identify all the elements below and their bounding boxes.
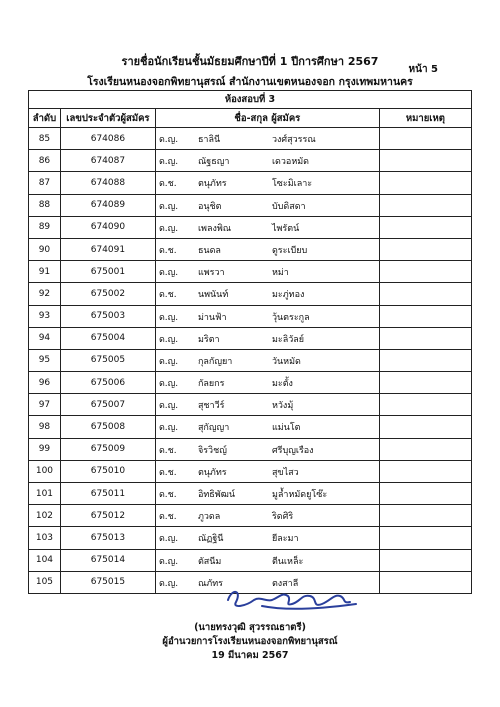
table-row [29,527,472,549]
last-name: ดูระเบียบ [271,245,308,256]
applicant-id: 674091 [60,238,155,260]
signature-date: 19 มีนาคม 2567 [211,650,289,661]
remark-cell [379,416,471,438]
table-row [29,305,472,327]
row-number: 94 [29,327,61,349]
applicant-id: 675003 [60,305,155,327]
row-number: 105 [29,571,61,593]
first-name: มริตา [197,334,220,345]
applicant-name [155,238,379,260]
applicant-name [155,349,379,371]
column-header-no: ลำดับ [29,109,61,128]
applicant-id: 675013 [60,527,155,549]
last-name: ริดศิริ [271,512,294,523]
name-prefix: ด.ช. [158,445,177,456]
last-name: มูล้ำหมัดยูโซ๊ะ [271,490,328,500]
remark-cell [379,438,471,460]
remark-cell [379,460,471,482]
last-name: ศรีบุญเรือง [271,445,314,456]
row-number: 101 [29,483,61,505]
applicant-id: 675009 [60,438,155,460]
last-name: วุ้นตระกูล [271,312,310,323]
remark-cell [379,483,471,505]
name-prefix: ด.ญ. [158,157,179,168]
applicant-id: 675004 [60,327,155,349]
last-name: แม่นโต [271,423,301,434]
signer-position: ผู้อำนวยการโรงเรียนหนองจอกพิทยานุสรณ์ [162,636,338,647]
last-name: ไพรัตน์ [271,223,300,234]
applicant-id: 675002 [60,283,155,305]
name-prefix: ด.ช. [158,490,177,500]
name-prefix: ด.ญ. [158,201,179,212]
first-name: แพรวา [197,268,225,279]
applicant-name [155,216,379,238]
remark-cell [379,283,471,305]
table-row [29,549,472,571]
row-number: 100 [29,460,61,482]
last-name: มะภู่ทอง [271,290,305,301]
applicant-name [155,261,379,283]
applicant-name [155,483,379,505]
applicant-id: 674088 [60,172,155,194]
first-name: ธาลินี [197,135,221,145]
applicant-id: 675012 [60,505,155,527]
applicant-name [155,283,379,305]
applicant-name [155,327,379,349]
name-prefix: ด.ญ. [158,578,179,589]
last-name: สุขไสว [271,467,299,478]
name-prefix: ด.ญ. [158,223,179,234]
first-name: ตนุภัทร [197,179,227,190]
applicant-name [155,394,379,416]
table-row [29,128,472,150]
last-name: ตีนเหล็ะ [271,556,304,567]
first-name: สุกัญญา [197,423,230,434]
table-row [29,505,472,527]
remark-cell [379,571,471,593]
remark-cell [379,527,471,549]
row-number: 90 [29,238,61,260]
first-name: ณัฏฐินี [197,534,224,545]
row-number: 99 [29,438,61,460]
name-prefix: ด.ช. [158,179,177,190]
row-number: 85 [29,128,61,150]
table-row [29,394,472,416]
table-row [29,460,472,482]
name-prefix: ด.ญ. [158,268,179,279]
room-title: ห้องสอบที่ 3 [29,91,472,109]
last-name: หวังมุ้ [271,401,294,412]
applicant-id: 674087 [60,150,155,172]
table-row [29,238,472,260]
signature-image [222,582,362,614]
table-row [29,327,472,349]
name-prefix: ด.ญ. [158,135,179,145]
first-name: อนุชิต [197,201,222,212]
row-number: 102 [29,505,61,527]
remark-cell [379,505,471,527]
applicant-name [155,416,379,438]
row-number: 92 [29,283,61,305]
name-prefix: ด.ช. [158,245,177,256]
last-name: มะลิวัลย์ [271,334,305,345]
last-name: วงศ์สุวรรณ [271,135,316,145]
applicant-id: 675010 [60,460,155,482]
last-name: เดวอหมัด [271,157,310,168]
row-number: 104 [29,549,61,571]
first-name: ม่านฟ้า [197,312,227,323]
row-number: 98 [29,416,61,438]
first-name: ณัฐธญา [197,157,230,168]
first-name: ณภัทร [197,578,223,589]
row-number: 97 [29,394,61,416]
document-title: รายชื่อนักเรียนชั้นมัธยมศึกษาปีที่ 1 ปีการศึกษา 2567 [121,55,379,68]
first-name: เพลงพิณ [197,223,232,234]
first-name: จิรวิชญ์ [197,445,227,456]
first-name: ธนดล [197,245,221,256]
first-name: สุชาวีร์ [197,401,225,412]
signer-name: (นายทรงวุฒิ สุวรรณธาตรี) [194,622,306,633]
remark-cell [379,305,471,327]
name-prefix: ด.ญ. [158,423,179,434]
remark-cell [379,194,471,216]
name-prefix: ด.ช. [158,512,177,523]
remark-cell [379,394,471,416]
applicant-name [155,305,379,327]
remark-cell [379,238,471,260]
row-number: 87 [29,172,61,194]
applicant-id: 675008 [60,416,155,438]
name-prefix: ด.ญ. [158,312,179,323]
applicant-id: 674089 [60,194,155,216]
name-prefix: ด.ญ. [158,356,179,367]
applicant-name [155,527,379,549]
applicant-name [155,549,379,571]
student-table [28,90,472,594]
first-name: กุลกัญยา [197,356,233,367]
row-number: 103 [29,527,61,549]
name-prefix: ด.ญ. [158,556,179,567]
row-number: 86 [29,150,61,172]
first-name: นพนันท์ [197,290,229,301]
remark-cell [379,128,471,150]
row-number: 91 [29,261,61,283]
remark-cell [379,549,471,571]
last-name: หม่า [271,268,289,279]
first-name: อิทธิพัฒน์ [197,490,235,500]
remark-cell [379,349,471,371]
name-prefix: ด.ญ. [158,334,179,345]
applicant-name [155,460,379,482]
table-row [29,216,472,238]
row-number: 88 [29,194,61,216]
last-name: ยีละมา [271,534,299,545]
table-row [29,349,472,371]
table-row [29,172,472,194]
column-header-id: เลขประจำตัวผู้สมัคร [60,109,155,128]
last-name: วันหมัด [271,356,301,367]
first-name: ตนุภัทร [197,467,227,478]
remark-cell [379,216,471,238]
applicant-name [155,194,379,216]
applicant-id: 674086 [60,128,155,150]
row-number: 95 [29,349,61,371]
column-header-remark: หมายเหตุ [379,109,471,128]
school-line: โรงเรียนหนองจอกพิทยานุสรณ์ สำนักงานเขตหนองจอก กรุงเทพมหานคร [87,76,413,88]
row-number: 96 [29,372,61,394]
applicant-id: 675011 [60,483,155,505]
remark-cell [379,372,471,394]
remark-cell [379,327,471,349]
last-name: โซะมิเลาะ [271,179,313,190]
applicant-name [155,372,379,394]
remark-cell [379,172,471,194]
row-number: 89 [29,216,61,238]
applicant-name [155,128,379,150]
applicant-name [155,150,379,172]
last-name: ตงสาลี [271,578,299,589]
applicant-name [155,505,379,527]
remark-cell [379,261,471,283]
table-row [29,438,472,460]
applicant-id: 675001 [60,261,155,283]
first-name: กัลยกร [197,379,225,390]
name-prefix: ด.ช. [158,290,177,301]
last-name: บับดิสดา [271,201,306,212]
applicant-id: 675015 [60,571,155,593]
name-prefix: ด.ญ. [158,534,179,545]
row-number: 93 [29,305,61,327]
applicant-id: 675007 [60,394,155,416]
table-row [29,416,472,438]
name-prefix: ด.ญ. [158,379,179,390]
name-prefix: ด.ช. [158,467,177,478]
last-name: มะตั้ง [271,379,293,390]
page-number: หน้า 5 [408,64,438,75]
table-row [29,483,472,505]
table-row [29,283,472,305]
name-prefix: ด.ญ. [158,401,179,412]
applicant-name [155,438,379,460]
remark-cell [379,150,471,172]
applicant-name [155,172,379,194]
table-row [29,261,472,283]
applicant-id: 675006 [60,372,155,394]
first-name: ภูวดล [197,512,221,523]
table-row [29,194,472,216]
column-header-name: ชื่อ-สกุล ผู้สมัคร [155,109,379,128]
applicant-id: 675005 [60,349,155,371]
first-name: ตัสนีม [197,556,222,567]
applicant-id: 675014 [60,549,155,571]
table-row [29,150,472,172]
applicant-id: 674090 [60,216,155,238]
table-row [29,372,472,394]
